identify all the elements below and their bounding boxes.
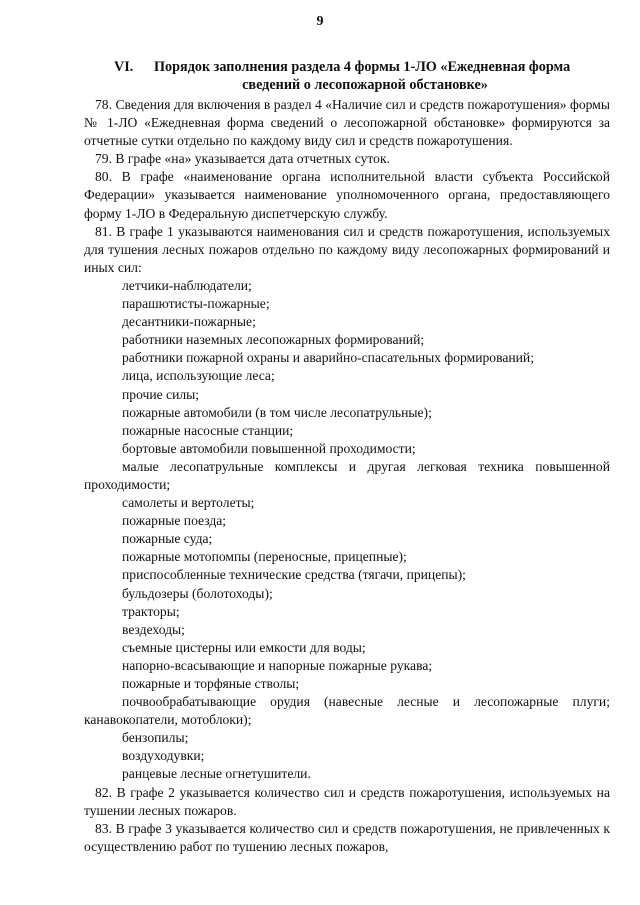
list-item: пожарные суда;: [122, 531, 213, 547]
forces-list: [84, 277, 610, 784]
list-item: самолеты и вертолеты;: [122, 495, 255, 511]
list-item: съемные цистерны или емкости для воды;: [122, 639, 366, 655]
list-item: приспособленные технические средства (тягачи, прицепы);: [122, 567, 466, 583]
list-item: прочие силы;: [122, 386, 200, 402]
paragraph-80: 80. В графе «наименование органа исполнительной власти субъекта Российской Федерации» указывается наименование уполномоченного органа, предоставляющего форму 1-ЛО в Федеральную диспетчерскую службу.: [84, 169, 610, 221]
list-item: пожарные и торфяные стволы;: [122, 676, 300, 691]
list-item: малые лесопатрульные комплексы и другая легковая техника повышенной проходимости;: [84, 458, 610, 492]
list-item: пожарные насосные станции;: [122, 422, 294, 438]
list-item: лица, использующие леса;: [122, 368, 275, 384]
section-number: VI.: [114, 59, 134, 75]
list-item: пожарные автомобили (в том числе лесопатрульные);: [122, 404, 432, 420]
section-heading-line1: [80, 58, 620, 76]
list-item: парашютисты-пожарные;: [122, 296, 270, 312]
paragraph-82: 82. В графе 2 указывается количество сил и средств пожаротушения, используемых на тушении лесных пожаров.: [84, 784, 610, 818]
document-body: [84, 96, 610, 856]
list-item: бульдозеры (болотоходы);: [122, 585, 273, 601]
list-item: воздуходувки;: [122, 748, 205, 764]
list-item: бортовые автомобили повышенной проходимости;: [122, 440, 416, 456]
page-number: 9: [316, 14, 324, 29]
section-title-line2: сведений о лесопожарной обстановке»: [242, 77, 488, 93]
section-title-line1: Порядок заполнения раздела 4 формы 1-ЛО «Ежедневная форма: [154, 59, 571, 75]
list-item: летчики-наблюдатели;: [122, 277, 252, 293]
list-item: почвообрабатывающие орудия (навесные лесные и лесопожарные плуги; канавокопатели, мотоблоки);: [84, 694, 610, 728]
list-item: пожарные поезда;: [122, 513, 227, 529]
list-item: пожарные мотопомпы (переносные, прицепные);: [122, 549, 407, 565]
list-item: десантники-пожарные;: [122, 314, 256, 330]
list-item: вездеходы;: [122, 621, 185, 637]
list-item: работники наземных лесопожарных формирований;: [122, 332, 425, 348]
section-heading: [80, 58, 620, 94]
list-item: тракторы;: [122, 603, 180, 619]
paragraph-83: 83. В графе 3 указывается количество сил и средств пожаротушения, не привлеченных к осуществлению работ по тушению лесных пожаров,: [84, 820, 610, 854]
paragraph-81: 81. В графе 1 указываются наименования сил и средств пожаротушения, используемых для тушения лесных пожаров отдельно по каждому виду лесопожарных формирований и иных сил:: [84, 223, 610, 275]
list-item: ранцевые лесные огнетушители.: [122, 766, 311, 782]
paragraph-78: 78. Сведения для включения в раздел 4 «Наличие сил и средств пожаротушения» формы № 1-ЛО «Ежедневная форма сведений о лесопожарной обстановке» формируются за отчетные сутки отдельно по каждому виду сил и средств пожаротушения.: [84, 97, 610, 149]
list-item: бензопилы;: [122, 730, 189, 746]
list-item: работники пожарной охраны и аварийно-спасательных формирований;: [122, 350, 534, 366]
list-item: напорно-всасывающие и напорные пожарные рукава;: [122, 657, 433, 673]
paragraph-79: 79. В графе «на» указывается дата отчетных суток.: [95, 151, 390, 167]
